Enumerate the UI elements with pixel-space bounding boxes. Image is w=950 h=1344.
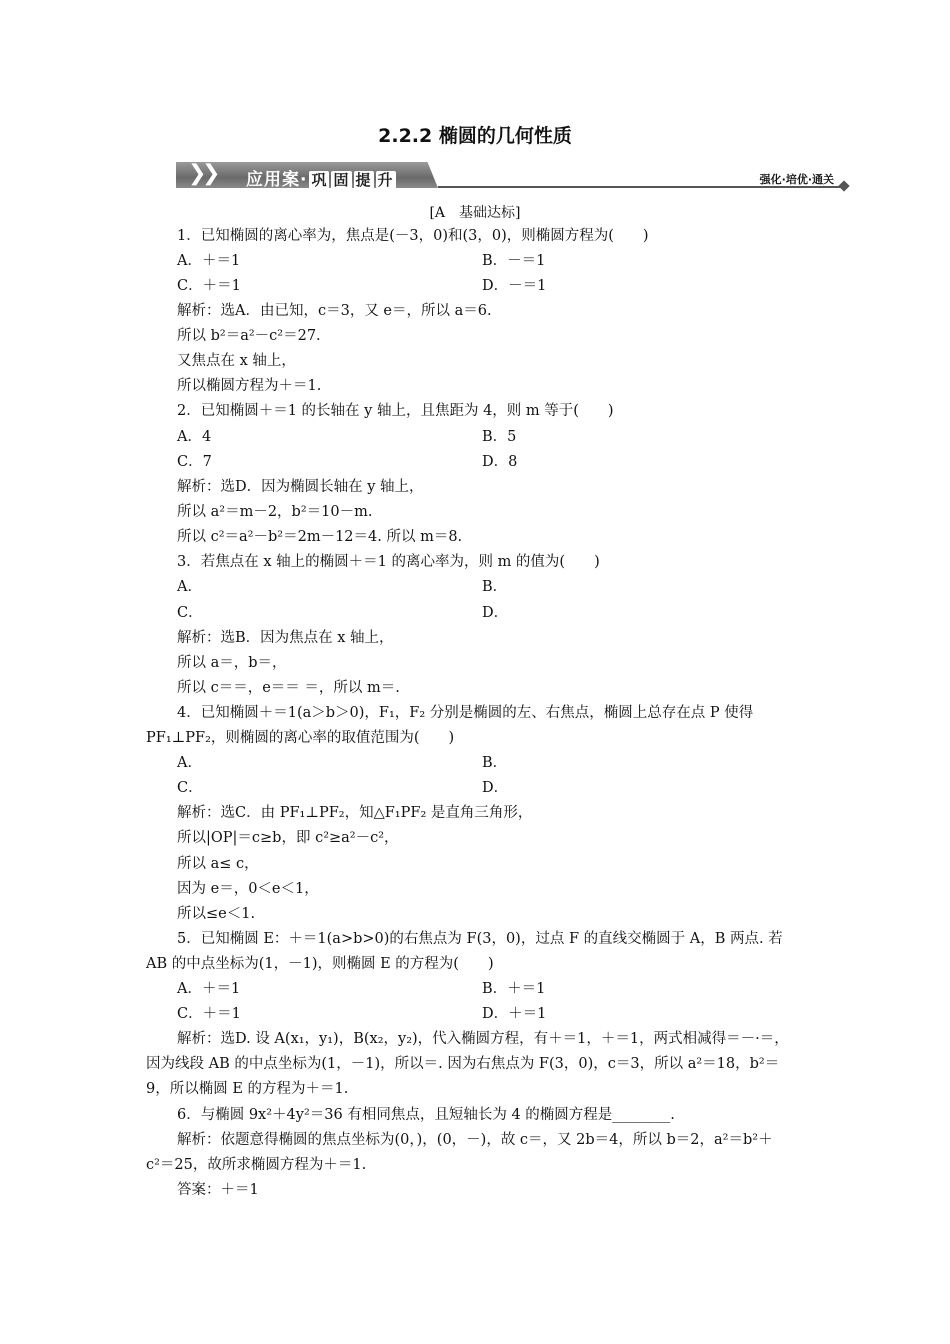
- question-text: 6．与椭圆 9x²＋4y²＝36 有相同焦点，且短轴长为 4 的椭圆方程是________.: [177, 1107, 675, 1123]
- chevron-right-icon: ❯: [202, 161, 221, 186]
- option-c: C．: [177, 605, 203, 621]
- question-text: 4．已知椭圆＋＝1(a＞b＞0)，F₁，F₂ 分别是椭圆的左、右焦点，椭圆上总存在点 P 使得: [177, 705, 754, 721]
- answer-line: 答案：＋＝1: [177, 1182, 259, 1198]
- question-text: 5．已知椭圆 E：＋＝1(a>b>0)的右焦点为 F(3，0)，过点 F 的直线交椭圆于 A，B 两点. 若: [177, 931, 783, 947]
- banner-main-text: 应用案·: [246, 170, 308, 190]
- section-heading: [A 基础达标]: [429, 205, 521, 221]
- solution-line: 所以 a＝，b＝，: [177, 655, 287, 671]
- question-text: 1．已知椭圆的离心率为，焦点是(－3，0)和(3，0)，则椭圆方程为( ): [177, 228, 649, 244]
- option-a: A．＋＝1: [177, 981, 241, 997]
- solution-line: 所以 c²＝a²－b²＝2m－12＝4. 所以 m＝8.: [177, 529, 463, 545]
- question-text: AB 的中点坐标为(1，－1)，则椭圆 E 的方程为( ): [146, 956, 494, 972]
- option-c: C．＋＝1: [177, 1006, 241, 1022]
- option-b: B．: [482, 755, 508, 771]
- question-text: PF₁⊥PF₂，则椭圆的离心率的取值范围为( ): [146, 730, 455, 746]
- chevron-right-icon: ❯: [188, 161, 207, 186]
- solution-line: 因为线段 AB 的中点坐标为(1，－1)，所以＝. 因为右焦点为 F(3，0)，c＝3，所以 a²＝18，b²＝: [146, 1056, 780, 1072]
- solution-line: 所以|OP|＝c≥b，即 c²≥a²－c²，: [177, 830, 399, 846]
- option-d: D．: [482, 605, 509, 621]
- solution-line: 又焦点在 x 轴上，: [177, 353, 296, 369]
- solution-line: 因为 e＝，0＜e＜1，: [177, 881, 319, 897]
- option-d: D．＋＝1: [482, 1006, 547, 1022]
- solution-line: 所以 b²＝a²－c²＝27.: [177, 328, 321, 344]
- solution-line: 9，所以椭圆 E 的方程为＋＝1.: [146, 1081, 349, 1097]
- option-c: C．7: [177, 454, 212, 470]
- option-d: D．－＝1: [482, 278, 547, 294]
- solution-line: 解析：选D. 设 A(x₁，y₁)，B(x₂，y₂)，代入椭圆方程，有＋＝1，＋＝1，两式相减得＝－·＝，: [177, 1031, 789, 1047]
- solution-line: 解析：选C．由 PF₁⊥PF₂，知△F₁PF₂ 是直角三角形，: [177, 805, 533, 821]
- option-c: C．＋＝1: [177, 278, 241, 294]
- option-a: A．4: [177, 429, 212, 445]
- option-d: D．: [482, 780, 509, 796]
- question-text: 3．若焦点在 x 轴上的椭圆＋＝1 的离心率为，则 m 的值为( ): [177, 554, 600, 570]
- banner-char: 固: [333, 171, 350, 189]
- option-c: C．: [177, 780, 203, 796]
- solution-line: 解析：选B．因为焦点在 x 轴上，: [177, 630, 394, 646]
- solution-line: 所以椭圆方程为＋＝1.: [177, 378, 322, 394]
- option-b: B．－＝1: [482, 253, 546, 269]
- page-title: 2.2.2 椭圆的几何性质: [378, 125, 572, 147]
- banner-char: 巩: [311, 171, 328, 189]
- solution-line: 所以≤e＜1.: [177, 906, 256, 922]
- banner-label: [246, 165, 396, 190]
- banner-char: 提: [355, 171, 372, 189]
- solution-line: 所以 c＝＝，e＝＝ ＝，所以 m＝.: [177, 680, 400, 696]
- solution-line: 所以 a²＝m－2，b²＝10－m.: [177, 504, 373, 520]
- section-banner: [176, 160, 848, 190]
- solution-line: 解析：依题意得椭圆的焦点坐标为(0，)，(0，－)，故 c＝，又 2b＝4，所以 b＝2，a²＝b²＋: [177, 1132, 773, 1148]
- solution-line: 解析：选D．因为椭圆长轴在 y 轴上，: [177, 479, 424, 495]
- option-a: A．＋＝1: [177, 253, 241, 269]
- option-b: B．5: [482, 429, 517, 445]
- option-b: B．: [482, 579, 508, 595]
- solution-line: 解析：选A．由已知，c＝3，又 e＝，所以 a＝6.: [177, 303, 492, 319]
- option-b: B．＋＝1: [482, 981, 546, 997]
- option-d: D．8: [482, 454, 518, 470]
- banner-tagline: 强化·培优·通关: [759, 173, 834, 186]
- question-text: 2．已知椭圆＋＝1 的长轴在 y 轴上，且焦距为 4，则 m 等于( ): [177, 403, 614, 419]
- banner-char: 升: [377, 171, 394, 189]
- solution-line: c²＝25，故所求椭圆方程为＋＝1.: [146, 1157, 367, 1173]
- option-a: A．: [177, 755, 202, 771]
- solution-line: 所以 a≤ c，: [177, 856, 259, 872]
- diamond-icon: [838, 180, 849, 191]
- option-a: A．: [177, 579, 202, 595]
